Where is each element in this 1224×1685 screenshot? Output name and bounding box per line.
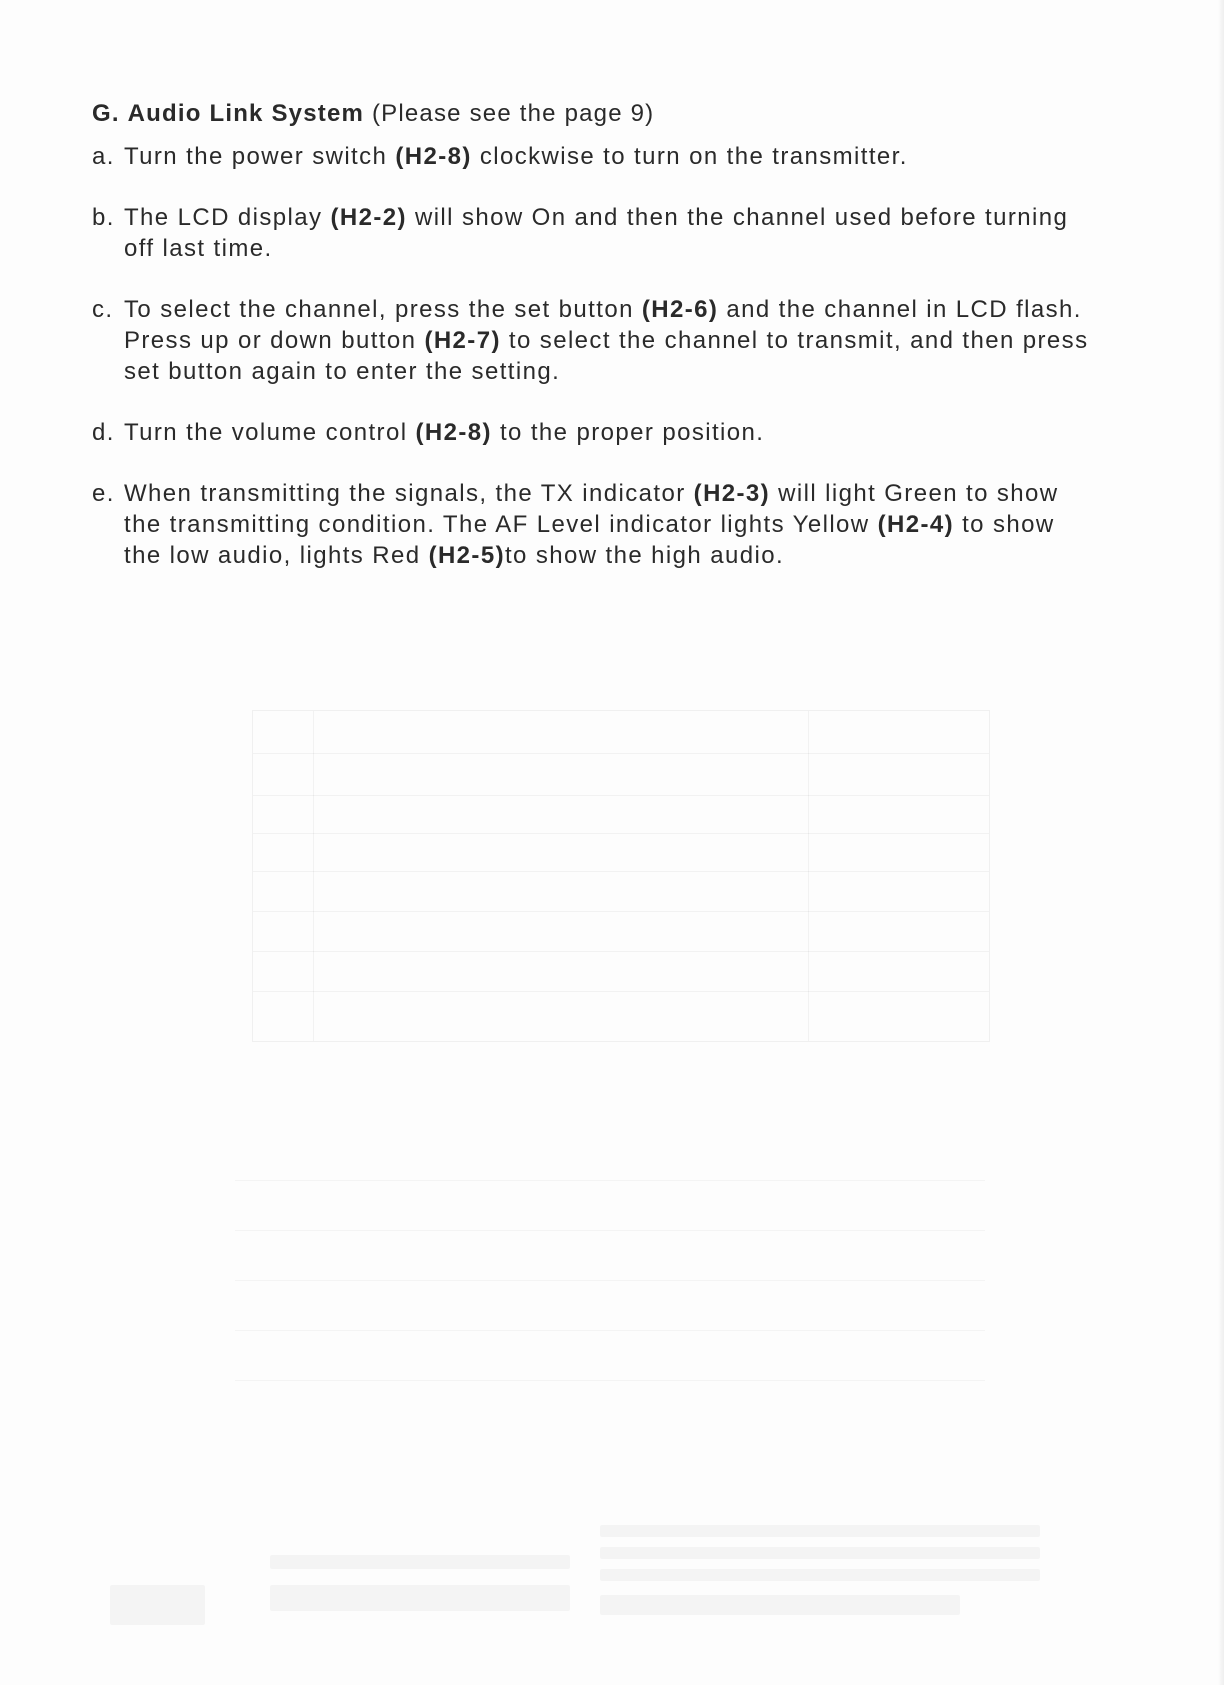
component-reference: (H2-4)	[877, 511, 955, 539]
section-letter: G.	[92, 100, 120, 127]
list-marker: c.	[92, 296, 114, 324]
text-run: To select the channel, press the set button	[124, 296, 642, 324]
instructions-content	[92, 98, 1092, 601]
component-reference: (H2-6)	[641, 296, 719, 324]
component-reference: (H2-8)	[415, 419, 492, 447]
bleed-through-table	[252, 710, 990, 1042]
text-run: to the proper position.	[491, 419, 765, 447]
list-marker: b.	[92, 204, 115, 232]
text-run: to select the channel to transmit, and then press set button again to enter the setting.	[124, 327, 1089, 386]
section-title: Audio Link System	[127, 100, 365, 127]
list-item	[92, 478, 1092, 571]
component-reference: (H2-5)	[428, 542, 505, 570]
list-item	[92, 294, 1092, 387]
list-item-text	[124, 417, 1092, 448]
text-run: The LCD display	[124, 204, 331, 232]
text-run: When transmitting the signals, the TX indicator	[124, 480, 694, 508]
text-run: to show the low audio, lights Red	[124, 511, 1055, 570]
list-item	[92, 202, 1092, 264]
text-run: Turn the power switch	[124, 143, 396, 171]
section-note: (Please see the page 9)	[371, 100, 655, 127]
bleed-through-footer	[110, 1525, 1050, 1625]
page-edge-shadow	[1218, 0, 1224, 1685]
component-reference: (H2-7)	[424, 327, 501, 355]
text-run: clockwise to turn on the transmitter.	[471, 143, 908, 171]
list-item-text	[124, 478, 1092, 571]
section-heading	[92, 98, 1092, 129]
list-item	[92, 141, 1092, 172]
list-item-text	[124, 294, 1092, 387]
text-run: and the channel in LCD flash. Press up or down button	[124, 296, 1082, 355]
list-item-text	[124, 141, 1092, 172]
text-run: will show On and then the channel used before turning off last time.	[124, 204, 1069, 263]
list-marker: e.	[92, 480, 115, 508]
component-reference: (H2-8)	[395, 143, 472, 171]
list-marker: d.	[92, 419, 115, 447]
text-run: to show the high audio.	[504, 542, 785, 570]
list-item-text	[124, 202, 1092, 264]
component-reference: (H2-2)	[330, 204, 407, 232]
list-item	[92, 417, 1092, 448]
component-reference: (H2-3)	[693, 480, 771, 508]
text-run: will light Green to show the transmitting condition. The AF Level indicator lights Yellow	[124, 480, 1059, 539]
steps-list	[92, 141, 1092, 571]
text-run: Turn the volume control	[124, 419, 416, 447]
bleed-through-lines	[115, 1150, 985, 1430]
list-marker: a.	[92, 143, 115, 171]
